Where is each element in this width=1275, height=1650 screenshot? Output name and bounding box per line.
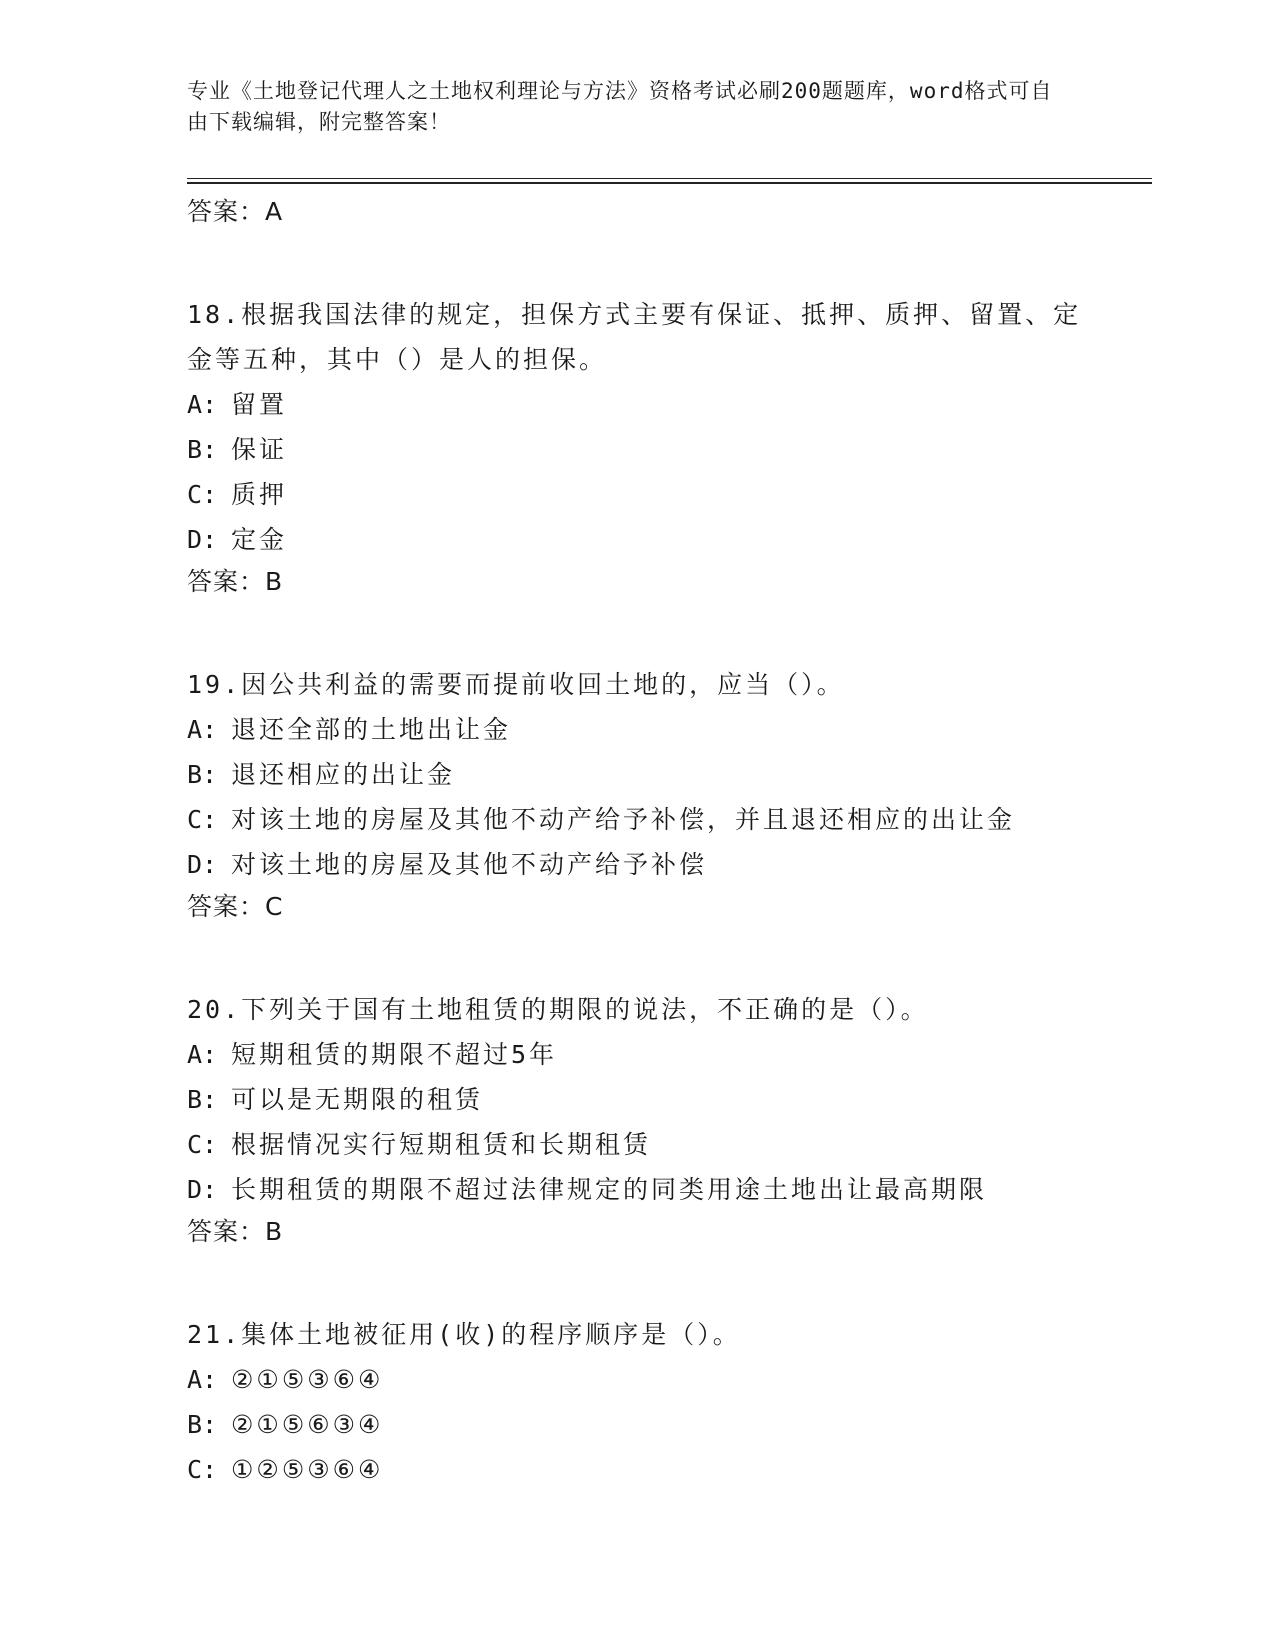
question-list — [187, 192, 1087, 1492]
option-text: 定金 — [231, 525, 288, 554]
option-key: B: — [187, 760, 218, 789]
option-d — [187, 517, 1087, 562]
option-key: A: — [187, 715, 218, 744]
option-key: C: — [187, 1455, 218, 1484]
header-divider-thin — [187, 178, 1152, 179]
option-text: 留置 — [231, 390, 288, 419]
option-text: 根据情况实行短期租赁和长期租赁 — [231, 1130, 652, 1159]
option-a — [187, 707, 1087, 752]
question-20 — [187, 987, 1087, 1252]
option-c — [187, 797, 1087, 842]
option-key: C: — [187, 1130, 218, 1159]
answer-line: 答案：B — [187, 567, 284, 596]
question-stem: 18.根据我国法律的规定，担保方式主要有保证、抵押、质押、留置、定金等五种，其中（）是人的担保。 — [187, 300, 1082, 374]
document-header — [187, 76, 1067, 138]
question-18 — [187, 292, 1087, 602]
option-a — [187, 1357, 1087, 1402]
header-divider-thick — [187, 182, 1152, 184]
option-key: A: — [187, 390, 218, 419]
option-b — [187, 1402, 1087, 1447]
option-key: C: — [187, 480, 218, 509]
option-d — [187, 1167, 1087, 1212]
option-key: D: — [187, 525, 218, 554]
option-b — [187, 752, 1087, 797]
option-key: A: — [187, 1040, 218, 1069]
option-text: 对该土地的房屋及其他不动产给予补偿 — [231, 850, 708, 879]
question-19 — [187, 662, 1087, 927]
answer-line: 答案：C — [187, 892, 284, 921]
answer-line: 答案：B — [187, 1217, 284, 1246]
option-key: B: — [187, 1410, 218, 1439]
option-b — [187, 427, 1087, 472]
option-text: 保证 — [231, 435, 288, 464]
option-text: 可以是无期限的租赁 — [231, 1085, 484, 1114]
option-d — [187, 842, 1087, 887]
option-c — [187, 472, 1087, 517]
option-a — [187, 1032, 1087, 1077]
question-stem: 21.集体土地被征用(收)的程序顺序是（）。 — [187, 1320, 741, 1349]
option-text: ①②⑤③⑥④ — [231, 1455, 384, 1484]
previous-answer: 答案：A — [187, 197, 284, 226]
option-text: ②①⑤⑥③④ — [231, 1410, 384, 1439]
option-b — [187, 1077, 1087, 1122]
option-text: 长期租赁的期限不超过法律规定的同类用途土地出让最高期限 — [231, 1175, 988, 1204]
option-text: 对该土地的房屋及其他不动产给予补偿，并且退还相应的出让金 — [231, 805, 1016, 834]
option-c — [187, 1122, 1087, 1167]
option-key: D: — [187, 1175, 218, 1204]
option-key: A: — [187, 1365, 218, 1394]
document-title: 专业《土地登记代理人之土地权利理论与方法》资格考试必刷200题题库，word格式可自由下载编辑，附完整答案！ — [187, 79, 1053, 134]
option-key: B: — [187, 1085, 218, 1114]
option-c — [187, 1447, 1087, 1492]
option-a — [187, 382, 1087, 427]
option-key: B: — [187, 435, 218, 464]
option-text: 质押 — [231, 480, 288, 509]
question-stem: 20.下列关于国有土地租赁的期限的说法，不正确的是（）。 — [187, 995, 929, 1024]
option-text: ②①⑤③⑥④ — [231, 1365, 384, 1394]
option-text: 退还相应的出让金 — [231, 760, 456, 789]
question-21 — [187, 1312, 1087, 1492]
option-key: C: — [187, 805, 218, 834]
option-key: D: — [187, 850, 218, 879]
question-stem: 19.因公共利益的需要而提前收回土地的，应当（）。 — [187, 670, 845, 699]
option-text: 退还全部的土地出让金 — [231, 715, 512, 744]
option-text: 短期租赁的期限不超过5年 — [231, 1040, 558, 1069]
